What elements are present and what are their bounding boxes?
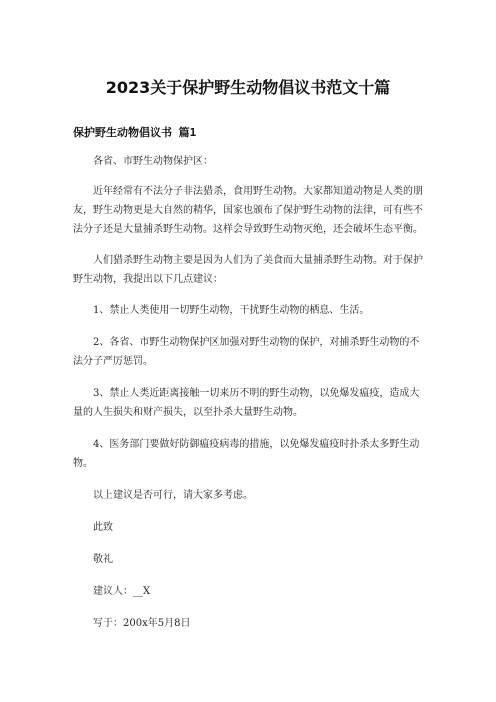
suggestion-2: 2、各省、市野生动物保护区加强对野生动物的保护，对捕杀野生动物的不法分子严厉惩罚。 [73, 337, 420, 367]
proposer-label: 建议人： [93, 586, 133, 597]
paragraph-reason: 人们猎杀野生动物主要是因为人们为了美食而大量捕杀野生动物。对于保护野生动物，我提出以下几点建议： [73, 255, 423, 285]
proposer-line [73, 582, 423, 601]
closing-cizhi: 此致 [93, 522, 113, 533]
proposer-name: __X [133, 586, 151, 597]
suggestion-1: 1、禁止人类使用一切野生动物，干扰野生动物的栖息、生活。 [93, 305, 370, 316]
suggestion-4: 4、医务部门要做好防御瘟疫病毒的措施，以免爆发瘟疫时扑杀太多野生动物。 [73, 439, 420, 469]
date-line: 写于：200x年5月8日 [93, 618, 191, 629]
section-heading: 保护野生动物倡议书 篇1 [73, 126, 197, 139]
closing-request: 以上建议是否可行，请大家多考虑。 [93, 490, 253, 501]
closing-jingli: 敬礼 [93, 554, 113, 565]
paragraph-intro: 近年经常有不法分子非法猎杀，食用野生动物。大家都知道动物是人类的朋友，野生动物更是大自然的精华，国家也颁布了保护野生动物的法律，可有些不法分子还是大量捕杀野生动物。这样会导致野生动物灭绝，还会破坏生态平衡。 [73, 186, 423, 235]
salutation: 各省、市野生动物保护区： [93, 156, 213, 167]
suggestion-3: 3、禁止人类近距离接触一切来历不明的野生动物，以免爆发瘟疫，造成大量的人生损失和财产损失，以至扑杀大量野生动物。 [73, 388, 420, 418]
document-title: 2023关于保护野生动物倡议书范文十篇 [105, 78, 391, 97]
document-body [73, 152, 423, 645]
